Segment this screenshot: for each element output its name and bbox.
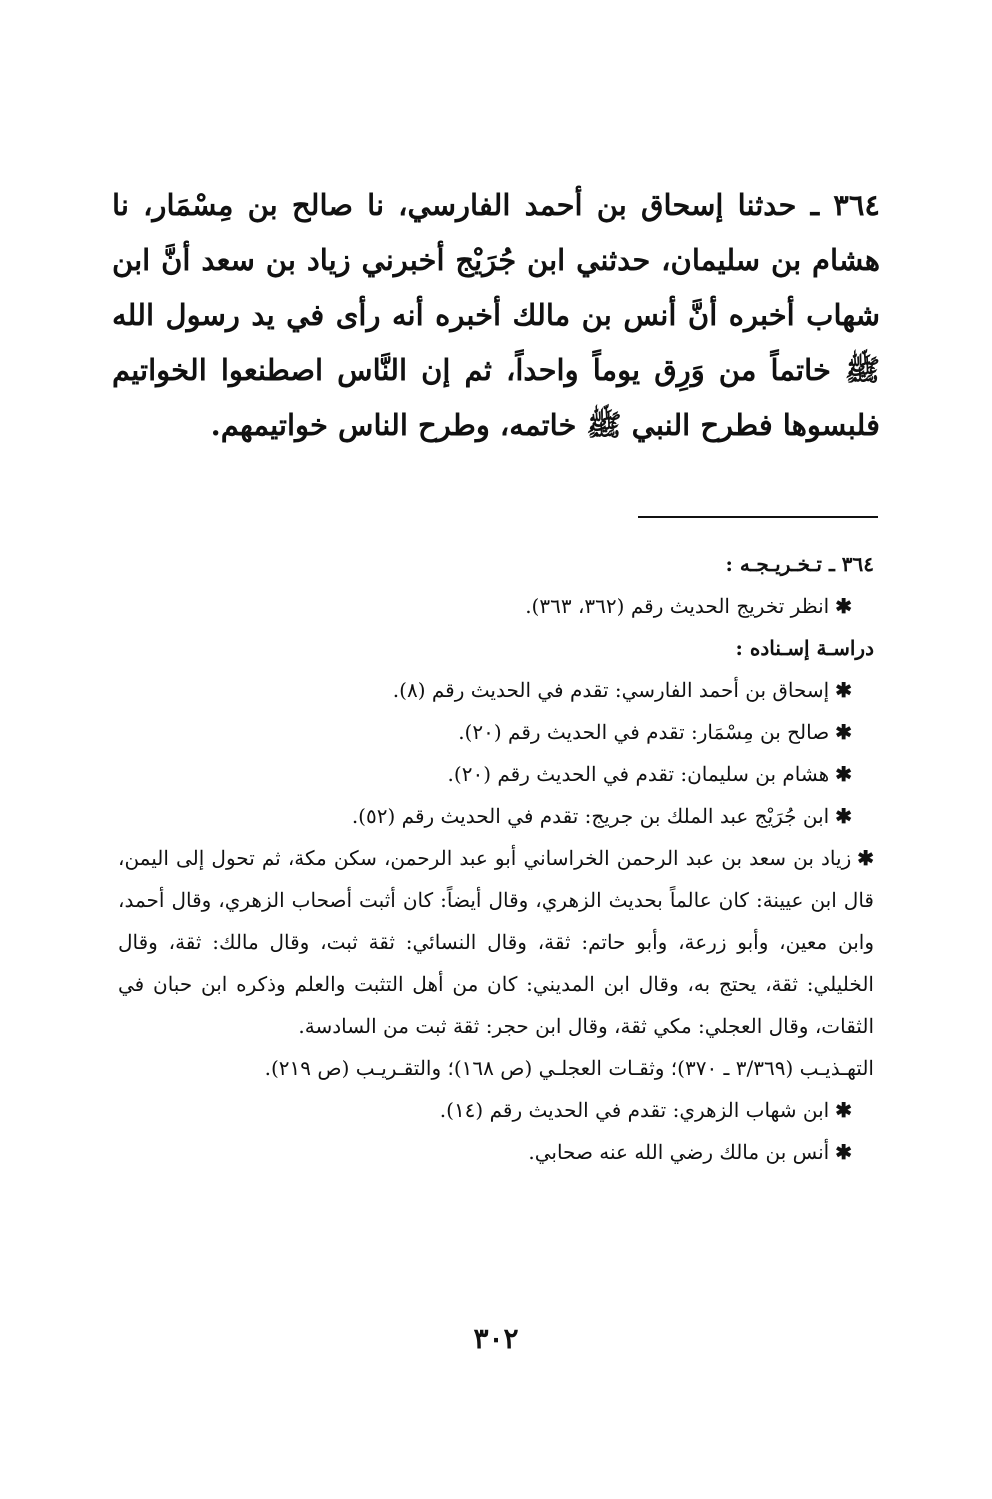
narrator-text: أنس بن مالك رضي الله عنه صحابي. bbox=[528, 1140, 830, 1164]
bullet-icon: ✱ bbox=[835, 762, 852, 786]
footnote-separator bbox=[638, 516, 878, 518]
isnad-heading: دراسـة إسـناده : bbox=[735, 636, 874, 660]
narrator-line bbox=[118, 669, 874, 711]
narrator-line bbox=[118, 711, 874, 753]
bullet-icon: ✱ bbox=[835, 804, 852, 828]
narrator-text: ابن جُرَيْج عبد الملك بن جريج: تقدم في الحديث رقم (٥٢). bbox=[351, 804, 830, 828]
footnotes bbox=[118, 543, 874, 1173]
narrator-text: هشام بن سليمان: تقدم في الحديث رقم (٢٠). bbox=[447, 762, 830, 786]
narrator-text: صالح بن مِسْمَار: تقدم في الحديث رقم (٢٠). bbox=[458, 720, 830, 744]
takhrij-heading: ٣٦٤ ـ تـخـريـجـه : bbox=[725, 552, 874, 576]
bullet-icon: ✱ bbox=[835, 1098, 852, 1122]
narrator-text: ابن شهاب الزهري: تقدم في الحديث رقم (١٤). bbox=[439, 1098, 830, 1122]
bullet-icon: ✱ bbox=[857, 846, 874, 870]
takhrij-line bbox=[118, 585, 874, 627]
narrator-line bbox=[118, 795, 874, 837]
bullet-icon: ✱ bbox=[835, 720, 852, 744]
narrator-line bbox=[118, 1089, 874, 1131]
ziyad-biography bbox=[118, 837, 874, 1047]
ziyad-sources: التهـذيـب (٣/٣٦٩ ـ ٣٧٠)؛ وثقـات العجلـي (ص ١٦٨)؛ والتقـريـب (ص ٢١٩). bbox=[264, 1056, 874, 1080]
takhrij-text: انظر تخريج الحديث رقم (٣٦٢، ٣٦٣). bbox=[525, 594, 830, 618]
bullet-icon: ✱ bbox=[835, 594, 852, 618]
page-number: ٣٠٢ bbox=[473, 1322, 519, 1355]
hadith-text: ٣٦٤ ـ حدثنا إسحاق بن أحمد الفارسي، نا صالح بن مِسْمَار، نا هشام بن سليمان، حدثني ابن جُرَيْج أخبرني زياد بن سعد أنَّ ابن شهاب أخبره أنَّ أنس بن مالك أخبره أنه رأى في يد رسول الله ﷺ خاتماً من وَرِق يوماً واحداً، ثم إن النَّاس اصطنعوا الخواتيم فلبسوها فطرح النبي ﷺ خاتمه، وطرح الناس خواتيمهم. bbox=[112, 188, 880, 442]
narrator-text: إسحاق بن أحمد الفارسي: تقدم في الحديث رقم (٨). bbox=[392, 678, 830, 702]
narrator-line bbox=[118, 753, 874, 795]
narrator-line bbox=[118, 1131, 874, 1173]
bullet-icon: ✱ bbox=[835, 678, 852, 702]
bullet-icon: ✱ bbox=[835, 1140, 852, 1164]
ziyad-text: زياد بن سعد بن عبد الرحمن الخراساني أبو عبد الرحمن، سكن مكة، ثم تحول إلى اليمن، قال ابن عيينة: كان عالماً بحديث الزهري، وقال أيضاً: كان أثبت أصحاب الزهري، وقال أحمد، وابن معين، وأبو زرعة، وأبو حاتم: ثقة، وقال النسائي: ثقة ثبت، وقال مالك: ثقة، وقال الخليلي: ثقة، يحتج به، وقال ابن المديني: كان من أهل التثبت والعلم وذكره ابن حبان في الثقات، وقال العجلي: مكي ثقة، وقال ابن حجر: ثقة ثبت من السادسة. bbox=[118, 846, 874, 1038]
